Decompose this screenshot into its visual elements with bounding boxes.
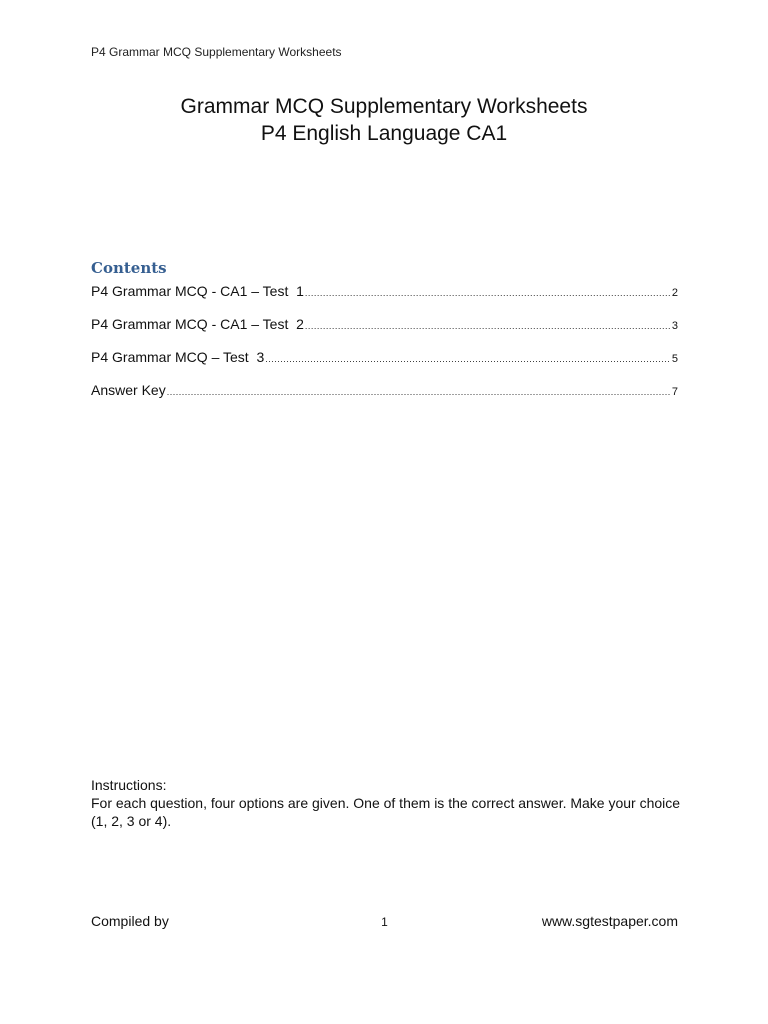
toc-entry-label: Answer Key	[91, 382, 166, 398]
title-line-2: P4 English Language CA1	[260, 122, 508, 145]
toc-leader-dots	[305, 321, 671, 331]
toc-leader-dots	[305, 288, 671, 298]
page-footer	[91, 913, 678, 931]
toc-entry-test-3[interactable]	[91, 349, 678, 382]
toc-page-number: 5	[671, 353, 678, 365]
toc-entry-test-1[interactable]	[91, 283, 678, 316]
footer-page-number: 1	[381, 915, 388, 929]
toc-entry-label: P4 Grammar MCQ – Test 3	[91, 349, 265, 365]
running-header: P4 Grammar MCQ Supplementary Worksheets	[91, 45, 342, 59]
toc-page-number: 2	[671, 287, 678, 299]
title-line-1: Grammar MCQ Supplementary Worksheets	[180, 95, 588, 118]
footer-website: www.sgtestpaper.com	[541, 913, 678, 929]
toc-page-number: 7	[671, 386, 678, 398]
instructions-block	[91, 776, 691, 830]
footer-compiled-by: Compiled by	[91, 913, 169, 929]
document-title	[0, 93, 768, 147]
toc-entry-answer-key[interactable]	[91, 382, 678, 415]
toc-leader-dots	[167, 387, 671, 397]
table-of-contents	[91, 283, 678, 415]
toc-entry-label: P4 Grammar MCQ - CA1 – Test 2	[91, 316, 304, 332]
instructions-heading: Instructions:	[91, 777, 167, 793]
instructions-body: For each question, four options are given. One of them is the correct answer. Make your choice (1, 2, 3 or 4).	[91, 795, 681, 829]
contents-heading: Contents	[91, 259, 167, 277]
toc-leader-dots	[265, 354, 671, 364]
toc-page-number: 3	[671, 320, 678, 332]
toc-entry-label: P4 Grammar MCQ - CA1 – Test 1	[91, 283, 304, 299]
toc-entry-test-2[interactable]	[91, 316, 678, 349]
